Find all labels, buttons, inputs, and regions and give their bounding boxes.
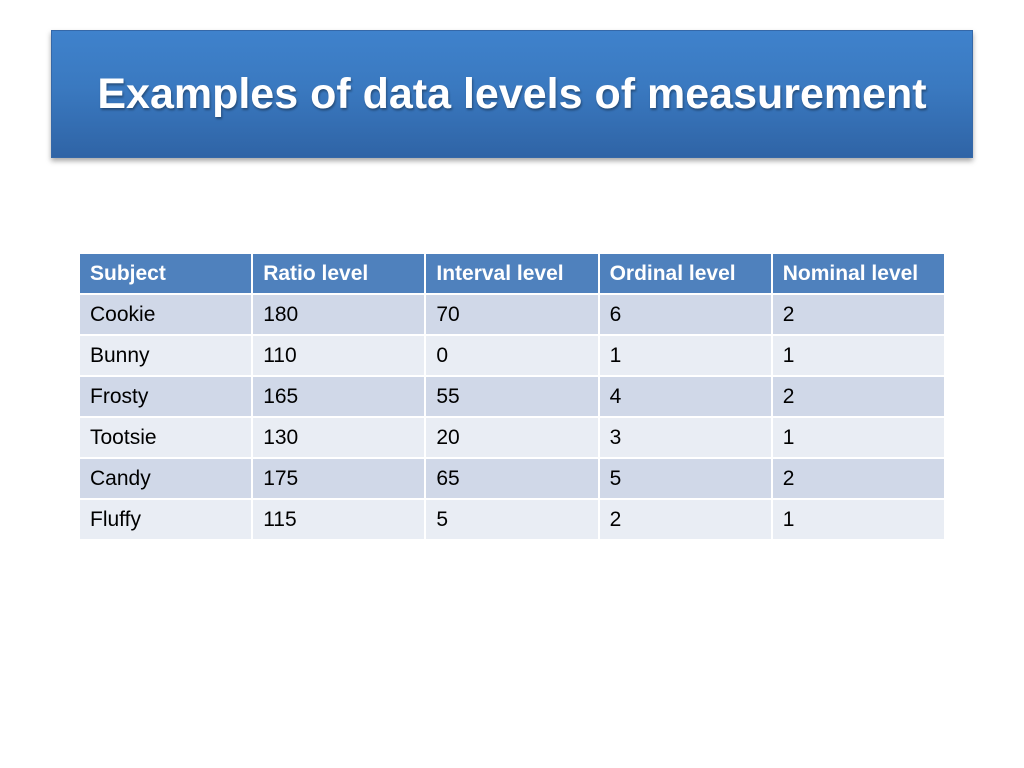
header-ratio-level: Ratio level [252,253,425,294]
table-cell: 4 [599,376,772,417]
table-cell: 5 [599,458,772,499]
table-cell: 115 [252,499,425,540]
table-cell: Tootsie [79,417,252,458]
table-header-row [79,253,945,294]
table-cell: Candy [79,458,252,499]
table-cell: 130 [252,417,425,458]
table-row [79,458,945,499]
measurement-table [78,252,946,541]
table-row [79,376,945,417]
table-cell: 180 [252,294,425,335]
table-row [79,294,945,335]
table-cell: 2 [772,458,945,499]
table-cell: 70 [425,294,598,335]
table-cell: 165 [252,376,425,417]
table-cell: Bunny [79,335,252,376]
table-cell: 2 [772,376,945,417]
table-row [79,417,945,458]
table-row [79,499,945,540]
table-cell: 55 [425,376,598,417]
title-banner [51,30,973,158]
table-cell: 2 [599,499,772,540]
table-cell: 2 [772,294,945,335]
table-cell: 5 [425,499,598,540]
table-cell: 3 [599,417,772,458]
table-cell: Frosty [79,376,252,417]
table-cell: 0 [425,335,598,376]
table-cell: 175 [252,458,425,499]
table-cell: 110 [252,335,425,376]
table-cell: 1 [599,335,772,376]
table-cell: 6 [599,294,772,335]
slide-title: Examples of data levels of measurement [97,69,927,118]
table-cell: Fluffy [79,499,252,540]
table-row [79,335,945,376]
header-interval-level: Interval level [425,253,598,294]
table-cell: 1 [772,417,945,458]
table-cell: 1 [772,499,945,540]
header-nominal-level: Nominal level [772,253,945,294]
table-cell: 65 [425,458,598,499]
header-ordinal-level: Ordinal level [599,253,772,294]
table-cell: 1 [772,335,945,376]
table-cell: Cookie [79,294,252,335]
header-subject: Subject [79,253,252,294]
table-cell: 20 [425,417,598,458]
